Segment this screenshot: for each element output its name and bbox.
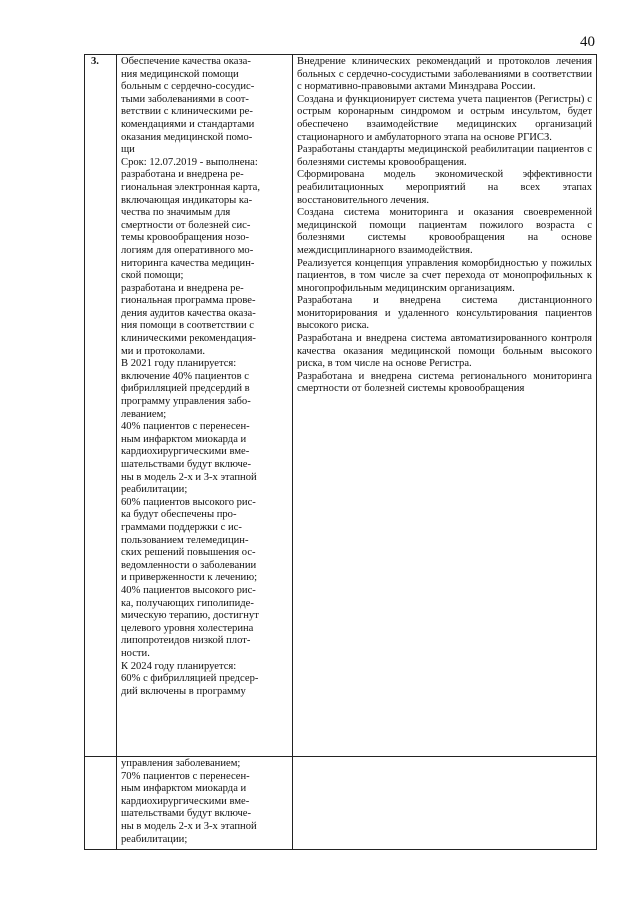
task-line: К 2024 году планируется: (121, 660, 237, 672)
page-number: 40 (580, 34, 595, 50)
task-cell (117, 757, 293, 850)
task-line: тыми заболеваниями в соот- (121, 93, 249, 105)
task-line: реабилитации; (121, 833, 188, 845)
table-row (85, 55, 597, 757)
task-line: мическую терапию, достигнут (121, 610, 259, 622)
task-line: гиональная программа прове- (121, 295, 256, 307)
task-line: включающая индикаторы ка- (121, 194, 253, 206)
task-line: дения аудитов качества оказа- (121, 307, 256, 319)
task-line: смертности от болезней сис- (121, 219, 251, 231)
result-paragraph: Разработана и внедрена система регионального мониторинга смертности от болезней системы кровообращения (297, 370, 592, 395)
task-line: щи (121, 144, 135, 156)
result-paragraph: Сформирована модель экономической эффективности реабилитационных мероприятий на всех этапах восстановительного лечения. (297, 169, 592, 206)
row-number: 3. (85, 55, 117, 757)
task-line: ми и протоколами. (121, 345, 206, 357)
task-line: ветствии с клиническими ре- (121, 106, 253, 118)
task-line: шательствами будут включе- (121, 808, 252, 820)
task-line: разработана и внедрена ре- (121, 282, 244, 294)
task-line: ской помощи; (121, 270, 184, 282)
task-line: программу управления забо- (121, 396, 251, 408)
task-line: управления заболеванием; (121, 758, 241, 769)
task-line: и приверженности к лечению; (121, 572, 258, 584)
task-line: разработана и внедрена ре- (121, 169, 244, 181)
result-paragraph: Разработаны стандарты медицинской реабилитации пациентов с болезнями системы кровообращения. (297, 144, 592, 168)
task-line: ности. (121, 647, 150, 659)
task-line: включение 40% пациентов с (121, 370, 249, 382)
task-line: гиональная электронная карта, (121, 181, 261, 193)
task-line: Срок: 12.07.2019 - выполнена: (121, 156, 258, 168)
task-line: шательствами будут включе- (121, 459, 252, 470)
measures-table (84, 54, 597, 850)
task-line: пользованием телемедицин- (121, 534, 249, 546)
task-line: ведомленности о заболевании (121, 559, 257, 571)
result-paragraph: Разработана и внедрена система дистанционного мониторирования и удаленного консультирования пациентов высокого риска. (297, 295, 592, 332)
task-line: кардиохирургическими вме- (121, 446, 250, 458)
task-line: 40% пациентов высокого рис- (121, 584, 256, 596)
task-line: комендациями и стандартами (121, 118, 255, 130)
task-line: ны в модель 2-х и 3-х этапной (121, 471, 257, 483)
task-line: темы кровообращения нозо- (121, 232, 250, 244)
result-paragraph: Реализуется концепция управления коморбидностью у пожилых пациентов, в том числе за счет перехода от монопрофильных к многопрофильным медицинским организациям. (297, 257, 592, 294)
task-line: ным инфарктом миокарда и (121, 783, 247, 795)
task-line: ния медицинской помощи (121, 68, 239, 80)
task-cell (117, 55, 293, 757)
task-line: леванием; (121, 408, 167, 420)
task-line: ным инфарктом миокарда и (121, 433, 247, 445)
task-line: целевого уровня холестерина (121, 622, 254, 634)
task-line: 70% пациентов с перенесен- (121, 770, 250, 782)
task-line: 60% с фибрилляцией предсер- (121, 673, 259, 685)
task-line: ния помощи в соответствии с (121, 320, 254, 332)
task-line: В 2021 году планируется: (121, 358, 237, 370)
result-cell (293, 55, 597, 757)
task-line: оказания медицинской помо- (121, 131, 253, 143)
task-line: граммами поддержки с ис- (121, 521, 242, 533)
task-line: ниторинга качества медицин- (121, 257, 255, 269)
result-paragraph: Создана система мониторинга и оказания своевременной медицинской помощи пациентам пожилого возраста с болезнями системы кровообращения на основе междисциплинарного взаимодействия. (297, 207, 592, 256)
task-line: ских решений повышения ос- (121, 547, 256, 559)
task-line: кардиохирургическими вме- (121, 795, 250, 807)
task-line: клиническими рекомендация- (121, 333, 256, 345)
task-line: фибрилляцией предсердий в (121, 383, 250, 395)
task-line: больным с сердечно-сосудис- (121, 81, 255, 93)
result-paragraph: Разработана и внедрена система автоматизированного контроля качества оказания медицинской помощи больным высокого риска, в том числе на основе Регистра. (297, 333, 592, 370)
result-cell (293, 757, 597, 850)
task-line: логиям для оперативного мо- (121, 244, 254, 256)
result-paragraph: Создана и функционирует система учета пациентов (Регистры) с острым коронарным синдромом и острым инсультом, будет обеспечено взаимодействие медицинских организаций стационарного и амбулаторного этапа на основе РГИСЗ. (297, 93, 592, 143)
task-line: липопротеидов низкой плот- (121, 635, 251, 647)
task-line: 60% пациентов высокого рис- (121, 496, 256, 508)
task-line: Обеспечение качества оказа- (121, 56, 251, 67)
table-row (85, 757, 597, 850)
task-line: ны в модель 2-х и 3-х этапной (121, 820, 257, 832)
task-line: чества по значимым для (121, 207, 231, 219)
task-line: ка будут обеспечены про- (121, 509, 237, 521)
task-line: ка, получающих гиполипиде- (121, 597, 254, 609)
task-line: 40% пациентов с перенесен- (121, 421, 250, 433)
result-paragraph: Внедрение клинических рекомендаций и протоколов лечения больных с сердечно-сосудистыми заболеваниями в соответствии с нормативно-правовыми актами Минздрава России. (297, 56, 592, 93)
task-line: дий включены в программу (121, 685, 246, 697)
task-line: реабилитации; (121, 484, 188, 496)
row-number (85, 757, 117, 850)
